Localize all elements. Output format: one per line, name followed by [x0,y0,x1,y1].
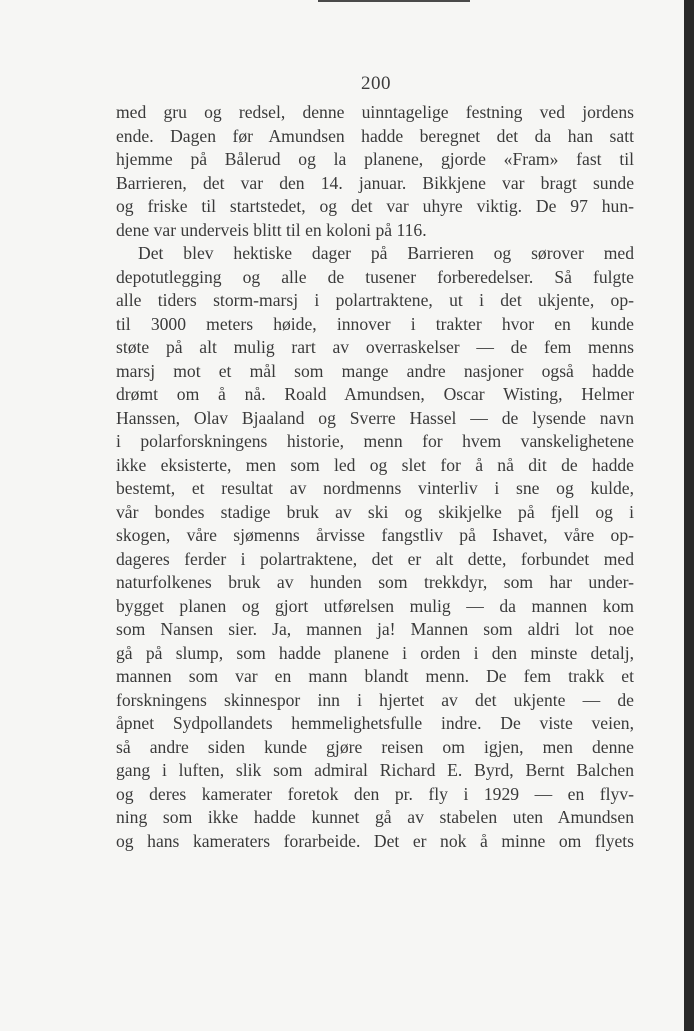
text-line: Det blev hektiske dager på Barrieren og sørover med [138,243,634,263]
text-line: ning som ikke hadde kunnet gå av stabelen uten Amundsen [116,807,634,827]
text-line: vår bondes stadige bruk av ski og skikjelke på fjell og i [116,501,634,522]
text-line: gå på slump, som hadde planene i orden i den minste detalj, [116,642,634,663]
text-line: og deres kamerater foretok den pr. fly i 1929 — en flyv- [116,783,634,804]
text-line: skogen, våre sjømenns årvisse fangstliv på Ishavet, våre op- [116,525,634,545]
page-number: 200 [361,73,391,94]
text-line: bygget planen og gjort utførelsen mulig — da mannen kom [116,595,634,616]
text-line: som Nansen sier. Ja, mannen ja! Mannen som aldri lot noe [116,619,634,639]
text-line: dageres ferder i polartraktene, det er alt dette, forbundet med [116,548,634,569]
text-line: bestemt, et resultat av nordmenns vinterliv i sne og kulde, [116,478,634,498]
text-line: drømt om å nå. Roald Amundsen, Oscar Wisting, Helmer [116,384,634,404]
text-line: så andre siden kunde gjøre reisen om igjen, men denne [116,736,634,757]
text-line: marsj mot et mål som mange andre nasjoner også hadde [116,360,634,381]
text-line: Barrieren, det var den 14. januar. Bikkjene var bragt sunde [116,172,634,193]
text-line: forskningens skinnespor inn i hjertet av det ukjente — de [116,689,634,710]
text-line: støte på alt mulig rart av overraskelser — de fem menns [116,337,634,357]
top-rule [318,0,470,2]
body-text [116,101,634,853]
text-line: åpnet Sydpollandets hemmelighetsfulle indre. De viste veien, [116,713,634,733]
text-line: dene var underveis blitt til en koloni på 116. [116,219,427,240]
text-line: naturfolkenes bruk av hunden som trekkdyr, som har under- [116,572,634,592]
text-line: til 3000 meters høide, innover i trakter hvor en kunde [116,313,634,334]
text-line: gang i luften, slik som admiral Richard E. Byrd, Bernt Balchen [116,760,634,780]
text-line: og friske til startstedet, og det var uhyre viktig. De 97 hun- [116,196,634,216]
text-line: ikke eksisterte, men som led og slet for å nå dit de hadde [116,454,634,475]
text-line: med gru og redsel, denne uinntagelige festning ved jordens [116,102,634,122]
text-line: og hans kameraters forarbeide. Det er nok å minne om flyets [116,830,634,851]
text-line: depotutlegging og alle de tusener forberedelser. Så fulgte [116,266,634,287]
text-line: hjemme på Bålerud og la planene, gjorde «Fram» fast til [116,149,634,169]
page-edge-shadow [684,0,694,1031]
text-line: i polarforskningens historie, menn for hvem vanskelighetene [116,431,634,451]
text-line: ende. Dagen før Amundsen hadde beregnet det da han satt [116,125,634,146]
text-line: alle tiders storm-marsj i polartraktene, ut i det ukjente, op- [116,290,634,310]
text-line: Hanssen, Olav Bjaaland og Sverre Hassel — de lysende navn [116,407,634,428]
text-line: mannen som var en mann blandt menn. De fem trakk et [116,666,634,686]
